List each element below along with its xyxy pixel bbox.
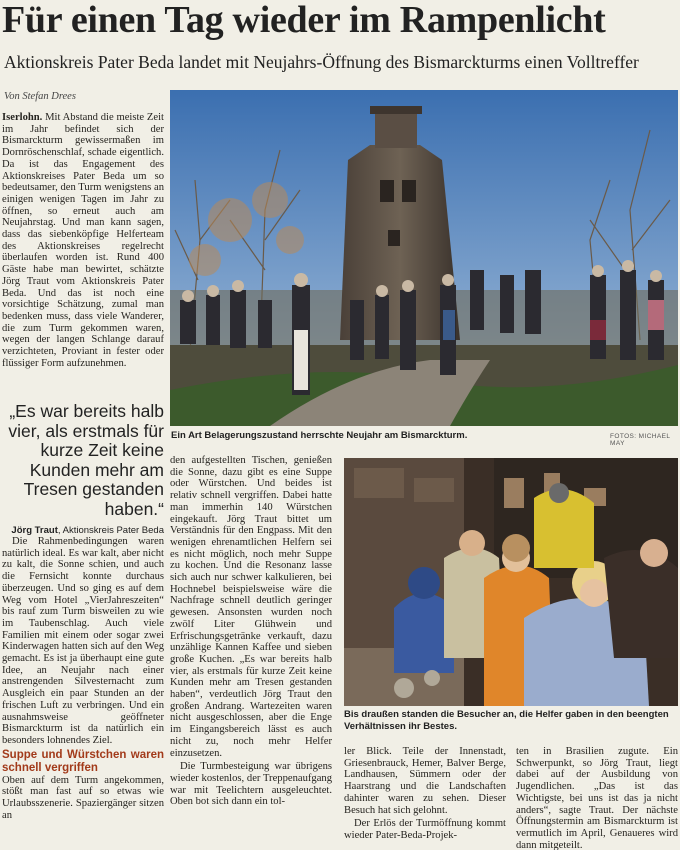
subheadline: Aktionskreis Pater Beda landet mit Neujahrs-Öffnung des Bismarckturms einen Volltreffer xyxy=(4,52,639,72)
dateline: Iserlohn. xyxy=(2,112,43,123)
photo-credit: FOTOS: MICHAEL MAY xyxy=(610,433,671,447)
article-column-1-bottom xyxy=(2,536,164,850)
photo-caption-top: Ein Art Belagerungszustand herrschte Neujahr am Bismarckturm. xyxy=(171,430,468,441)
body-paragraph: ten in Brasilien zugute. Ein Schwerpunkt, so Jörg Traut, liegt dabei auf der Ausbildung von Jugendlichen. „Das ist das Wichtigste, bei uns ist das ja nicht anders“, sagte Traut. Der nächste Öffnungstermin am Bismarckturm ist vermutlich im April, Genaueres wird dann mitgeteilt. xyxy=(516,746,678,850)
body-paragraph: ler Blick. Teile der Innenstadt, Griesenbrauck, Hemer, Balver Berge, Landhausen, Sümmern oder der Haarstrang und die Landschaften dahinter waren zu sehen. Dieser Besuch hat sich gelohnt. xyxy=(344,746,506,816)
body-paragraph: Der Erlös der Turmöffnung kommt wieder Pater-Beda-Projek- xyxy=(344,818,506,841)
pull-quote-role: , Aktionskreis Pater Beda xyxy=(57,525,164,536)
article-column-1-top xyxy=(2,112,164,392)
pull-quote-text: „Es war bereits halb vier, als erstmals für kurze Zeit keine Kunden mehr am Tresen gestanden haben.“ xyxy=(8,401,164,519)
body-paragraph: Die Turmbesteigung war übrigens wieder kostenlos, der Treppenaufgang war mit Teelichtern ausgeleuchtet. Oben bot sich dann ein tol- xyxy=(170,761,332,808)
photo-caption-bottom: Bis draußen standen die Besucher an, die Helfer gaben in den beengten Verhältnissen ihr Bestes. xyxy=(344,709,669,732)
intro-paragraph: Mit Abstand die meiste Zeit im Jahr befindet sich der Bismarckturm gewissermaßen im Dornröschenschlaf, schade eigentlich. Da ist das Engagement des Aktionskreises Pater Beda um so bedeutsamer, den Turm wenigstens an einigen wenigen Tagen im Jahr zu öffnen, so erneut auch am Neujahrstag. Und man kann sagen, dass das siebenköpfige Helferteam des Aktionskreises regelrecht überlaufen worden ist. Rund 400 Gäste habe man bewirtet, schätzte Jörg Traut vom Aktionskreis Pater Beda. Und das ist noch eine vorsichtige Schätzung, zumal man bedenken muss, dass viele Wanderer, die zum Turm gekommen waren, wegen der langen Schlange darauf verzichteten, Proviant in fester oder flüssiger Form aufzunehmen. xyxy=(2,112,164,369)
pull-quote-attribution xyxy=(2,525,164,536)
pull-quote xyxy=(2,402,164,536)
photo-visitors-queue xyxy=(344,458,678,706)
section-subhead: Suppe und Würstchen waren schnell vergriffen xyxy=(2,748,164,774)
body-paragraph: Oben auf dem Turm angekommen, stößt man fast auf so etwas wie Urlaubsszenerie. Spaziergänger sitzen an xyxy=(2,774,164,821)
headline: Für einen Tag wieder im Rampenlicht xyxy=(2,0,606,41)
body-paragraph: Die Rahmenbedingungen waren natürlich ideal. Es war kalt, aber nicht zu kalt, die Sonne schien, und auch die Fernsicht konnte durchaus überzeugen. Und so ging es auf dem Weg vom Hotel „VierJahreszeiten“ bis rauf zum Turm bisweilen zu wie im Taubenschlag. Auch viele Familien mit einem oder sogar zwei Kinderwagen hatten sich auf den Weg gemacht. Es ist ja überhaupt eine gute Idee, an Neujahr nach einer anstrengenden Silvesternacht zum Ausgleich ein paar Stunden an der frischen Luft zu verbringen. Und ein ausnahmsweise geöffneter Bismarckturm ist da natürlich ein besonders lohnendes Ziel. xyxy=(2,536,164,746)
article-column-2 xyxy=(170,455,332,850)
pull-quote-author: Jörg Traut xyxy=(11,525,58,536)
byline: Von Stefan Drees xyxy=(4,91,76,102)
tower-photo-illustration xyxy=(170,90,678,426)
article-column-3 xyxy=(344,746,506,850)
body-paragraph: den aufgestellten Tischen, genießen die Sonne, dazu gibt es eine Suppe oder Würstchen. Und beides ist relativ schnell vergriffen. Dabei hatte man immerhin 140 Würstchen eingekauft. Jörg Traut bittet um Verständnis für den Engpass. Mit den wenigen ehrenamtlichen Helfern sei es nicht möglich, noch mehr Suppe zu kochen. Und die Resonanz lasse sich auch nur schwer kalkulieren, bei Hochnebel beispielsweise wäre die Nachfrage schnell deutlich geringer gewesen. Ansonsten wurden noch zwölf Liter Glühwein und Erfrischungsgetränke verkauft, dazu unzählige Kannen Kaffee und sieben große Kuchen. „Es war bereits halb vier, als erstmals für kurze Zeit keine Kunden mehr am Tresen gestanden haben“, verdeutlich Jörg Traut den großen Andrang. Wartezeiten waren nicht ausgeschlossen, aber die Enge im Eingangsbereich lässt es auch nicht zu, noch mehr Helfer einzusetzen. xyxy=(170,455,332,759)
photo-bismarck-tower xyxy=(170,90,678,426)
article-column-4 xyxy=(516,746,678,850)
visitors-photo-illustration xyxy=(344,458,678,706)
